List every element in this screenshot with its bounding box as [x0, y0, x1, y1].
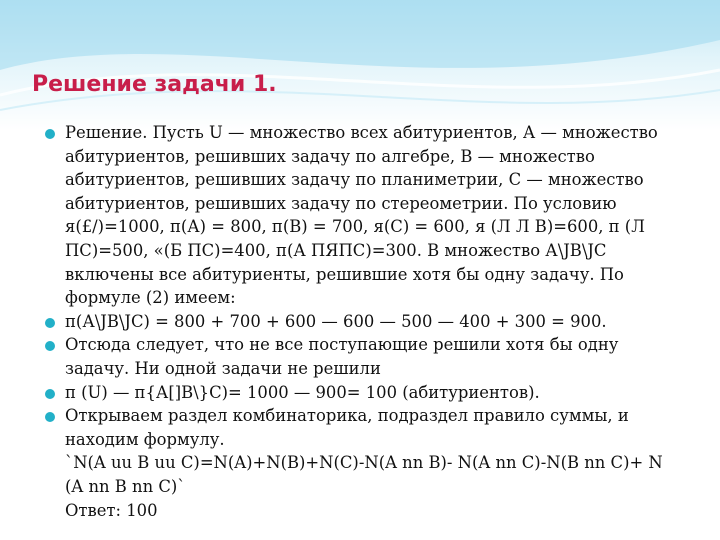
list-item-text-line: абитуриентов, решивших задачу по стереометрии. По условию: [65, 193, 617, 213]
list-item: [44, 381, 704, 405]
list-item-text-line: п (U) — п{А[]В\}С)= 1000 — 900= 100 (абитуриентов).: [65, 382, 540, 402]
bullet-dot-icon: [45, 318, 55, 328]
list-item-text-line: находим формулу.: [65, 429, 225, 449]
list-item-text-line: абитуриентов, решивших задачу по планиметрии, С — множество: [65, 170, 644, 190]
list-item-text-line: абитуриентов, решивших задачу по алгебре, В — множество: [65, 146, 595, 166]
list-item-text-line: ПС)=500, «(Б ПС)=400, п(А ПЯПС)=300. В множество А\JB\JC: [65, 240, 607, 260]
list-item-text-line: задачу. Ни одной задачи не решили: [65, 358, 381, 378]
bullet-dot-icon: [45, 129, 55, 139]
list-item: [44, 333, 704, 380]
list-item-text-line: Открываем раздел комбинаторика, подраздел правило суммы, и: [65, 406, 629, 426]
slide-title: Решение задачи 1.: [32, 72, 277, 97]
list-item-text-line: Решение. Пусть U — множество всех абитуриентов, А — множество: [65, 123, 658, 142]
list-item: [44, 310, 704, 334]
list-item-text-line: включены все абитуриенты, решившие хотя бы одну задачу. По: [65, 264, 624, 284]
list-item-text-line: я(£/)=1000, п(А) = 800, п(В) = 700, я(С) = 600, я (Л Л В)=600, п (Л: [65, 217, 645, 237]
header-background: [0, 0, 720, 130]
list-item: [44, 121, 704, 310]
list-item-text-line: `N(A uu B uu C)=N(A)+N(B)+N(C)-N(A nn B)- N(A nn C)-N(B nn C)+ N: [65, 453, 663, 473]
list-item-text-line: Отсюда следует, что не все поступающие решили хотя бы одну: [65, 335, 619, 355]
wave-decoration: [0, 0, 720, 130]
bullet-list: [44, 121, 704, 522]
list-item-text-line: (A nn B nn C)`: [65, 476, 186, 496]
list-item-text-line: формуле (2) имеем:: [65, 288, 236, 308]
bullet-dot-icon: [45, 341, 55, 351]
bullet-dot-icon: [45, 412, 55, 422]
list-item-text-line: Ответ: 100: [65, 500, 158, 520]
list-item: [44, 404, 704, 522]
list-item-text-line: п(А\JB\JC) = 800 + 700 + 600 — 600 — 500 — 400 + 300 = 900.: [65, 311, 607, 331]
bullet-dot-icon: [45, 389, 55, 399]
